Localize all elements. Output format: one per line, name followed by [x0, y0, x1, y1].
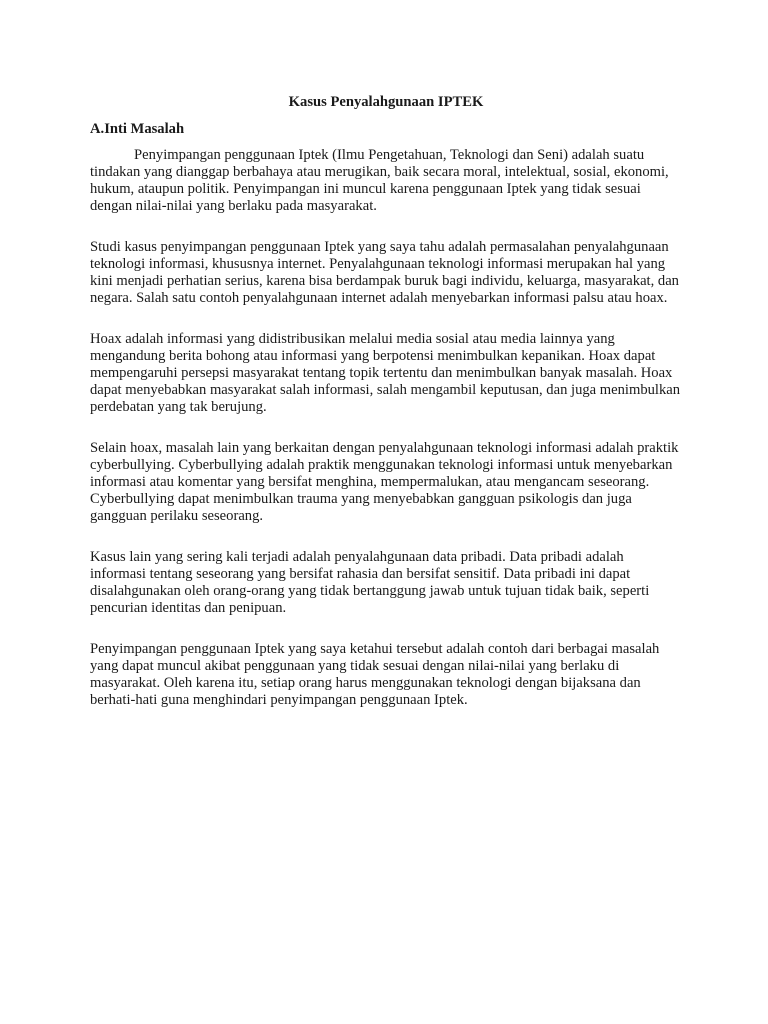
paragraph-definition: Penyimpangan penggunaan Iptek (Ilmu Pengetahuan, Teknologi dan Seni) adalah suatu tindakan yang dianggap berbahaya atau merugikan, baik secara moral, intelektual, sosial, ekonomi, hukum, ataupun politik. Penyimpangan ini muncul karena penggunaan Iptek yang tidak sesuai dengan nilai-nilai yang berlaku pada masyarakat. [90, 147, 669, 214]
paragraph-cyberbullying: Selain hoax, masalah lain yang berkaitan dengan penyalahgunaan teknologi informasi adalah praktik cyberbullying. Cyberbullying adalah praktik menggunakan teknologi informasi untuk menyebarkan informasi atau komentar yang bersifat menghina, mempermalukan, atau mengancam seseorang. Cyberbullying dapat menimbulkan trauma yang menyebabkan gangguan psikologis dan juga gangguan perilaku seseorang. [90, 440, 679, 524]
paragraph-personal-data: Kasus lain yang sering kali terjadi adalah penyalahgunaan data pribadi. Data pribadi adalah informasi tentang seseorang yang bersifat rahasia dan bersifat sensitif. Data pribadi ini dapat disalahgunakan oleh orang-orang yang tidak bertanggung jawab untuk tujuan tidak baik, seperti pencurian identitas dan penipuan. [90, 549, 650, 616]
document-body [90, 94, 682, 733]
paragraph-conclusion: Penyimpangan penggunaan Iptek yang saya ketahui tersebut adalah contoh dari berbagai masalah yang dapat muncul akibat penggunaan yang tidak sesuai dengan nilai-nilai yang berlaku di masyarakat. Oleh karena itu, setiap orang harus menggunakan teknologi dengan bijaksana dan berhati-hati guna menghindari penyimpangan penggunaan Iptek. [90, 641, 660, 708]
section-heading: A.Inti Masalah [90, 121, 185, 137]
document-title: Kasus Penyalahgunaan IPTEK [288, 94, 484, 110]
paragraph-hoax: Hoax adalah informasi yang didistribusikan melalui media sosial atau media lainnya yang mengandung berita bohong atau informasi yang berpotensi menimbulkan kepanikan. Hoax dapat mempengaruhi persepsi masyarakat tentang topik tertentu dan menimbulkan banyak masalah. Hoax dapat menyebabkan masyarakat salah informasi, salah mengambil keputusan, dan juga menimbulkan perdebatan yang tak berujung. [90, 331, 681, 415]
paragraph-case-study: Studi kasus penyimpangan penggunaan Iptek yang saya tahu adalah permasalahan penyalahgunaan teknologi informasi, khususnya internet. Penyalahgunaan teknologi informasi merupakan hal yang kini menjadi perhatian serius, karena bisa berdampak buruk bagi individu, keluarga, masyarakat, dan negara. Salah satu contoh penyalahgunaan internet adalah menyebarkan informasi palsu atau hoax. [90, 239, 679, 306]
